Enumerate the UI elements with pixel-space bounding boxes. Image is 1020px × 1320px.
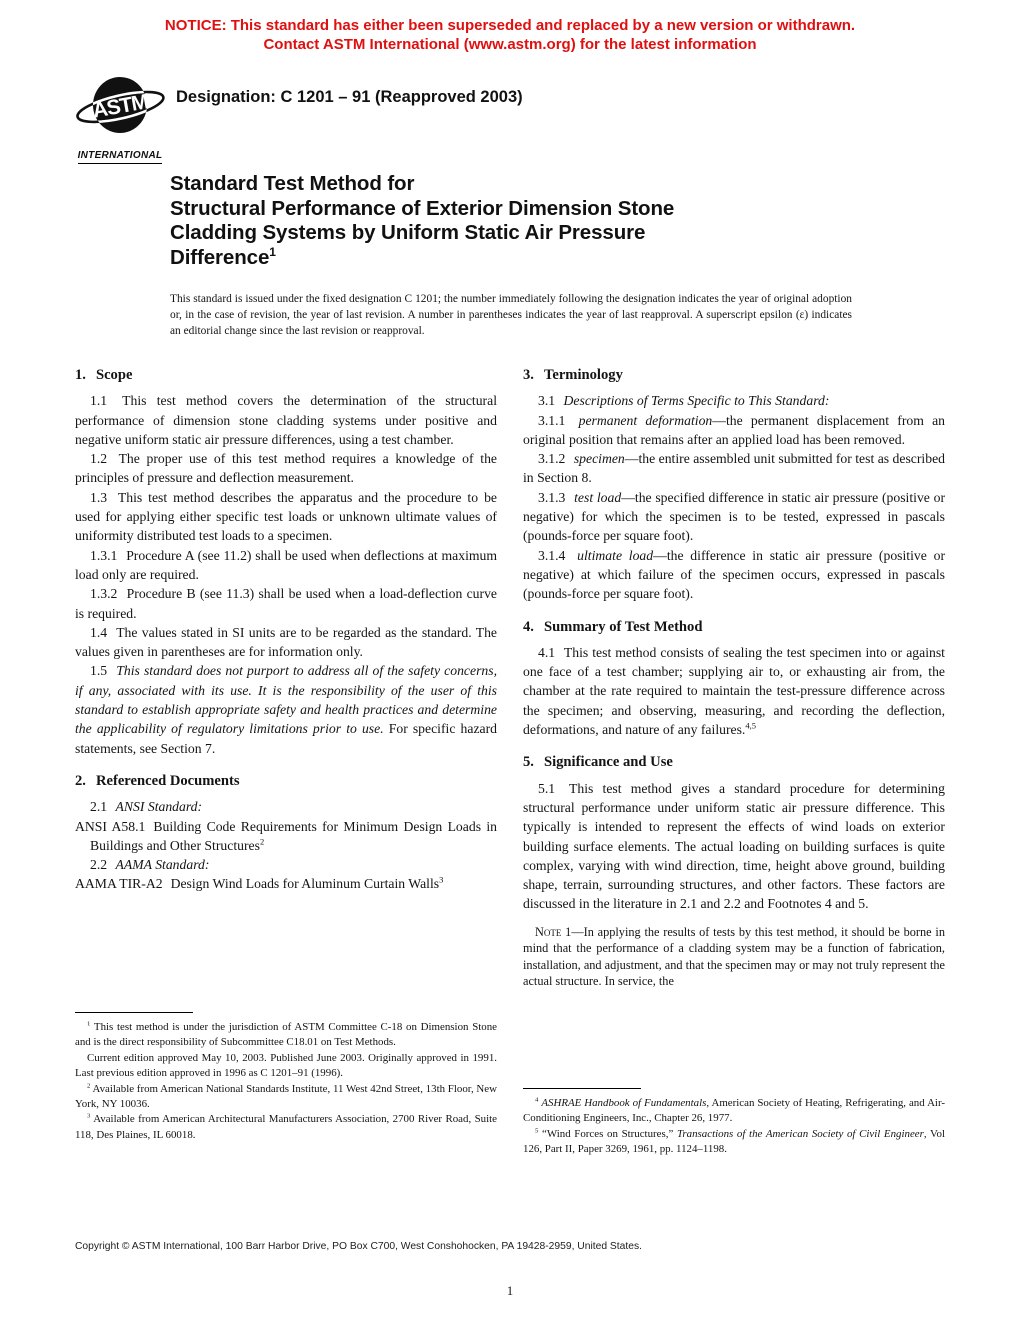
section-4-number: 4. bbox=[523, 618, 534, 635]
clause-text-italic: Descriptions of Terms Specific to This Standard: bbox=[563, 393, 830, 409]
clause-1-3-1 bbox=[75, 546, 497, 585]
clause-number: 1.1 bbox=[90, 393, 108, 409]
footnote-text: Current edition approved May 10, 2003. Published June 2003. Originally approved in 1991. Last previous edition approved in 1996 as C 1201–91 (1996). bbox=[75, 1051, 497, 1080]
superseded-notice bbox=[0, 17, 1020, 54]
note-text: —In applying the results of tests by this test method, it should be borne in mind that the performance of a cladding system may be a function of fabrication, installation, and adjustment, and that the specimen may or may not truly represent the actual structure. In service, the bbox=[523, 924, 945, 989]
astm-logo-icon bbox=[74, 74, 166, 140]
left-column bbox=[75, 366, 497, 1196]
clause-number: 2.2 bbox=[90, 857, 108, 873]
section-3-number: 3. bbox=[523, 367, 534, 383]
footnote-rule bbox=[523, 1088, 641, 1089]
clause-number: 1.3 bbox=[90, 489, 108, 505]
footnote-text: , American Society of Heating, Refrigerating, and Air-Conditioning Engineers, Inc., Chapter 26, 1977. bbox=[523, 1097, 945, 1125]
footnote-text-italic: ASHRAE Handbook of Fundamentals bbox=[541, 1097, 707, 1109]
defined-term: test load bbox=[574, 489, 622, 505]
footnote-ref: 3 bbox=[439, 874, 444, 885]
section-1-heading bbox=[75, 366, 497, 385]
clause-5-1 bbox=[523, 779, 945, 914]
title-line-4-text: Difference bbox=[170, 245, 270, 269]
clause-3-1 bbox=[523, 391, 945, 410]
footnote-text: This test method is under the jurisdiction of ASTM Committee C-18 on Dimension Stone and is the direct responsibility of Subcommittee C18.01 on Test Methods. bbox=[75, 1021, 498, 1049]
right-footnotes bbox=[523, 1088, 945, 1158]
definition-text: —the entire assembled unit submitted for test as described in Section 8. bbox=[523, 451, 945, 486]
clause-number: 1.3.1 bbox=[90, 547, 118, 563]
issuance-preamble: This standard is issued under the fixed designation C 1201; the number immediately following the designation indicates the year of original adoption or, in the case of revision, the year of last revision. A number in parentheses indicates the year of last reapproval. A superscript epsilon (ε) indicates an editorial change since the last revision or reapproval. bbox=[170, 293, 852, 337]
two-column-body bbox=[75, 366, 945, 1196]
footnote-text-italic: Transactions of the American Society of Civil Engineer bbox=[676, 1127, 924, 1140]
clause-1-3-2 bbox=[75, 584, 497, 623]
astm-logo-subtitle: INTERNATIONAL bbox=[78, 150, 163, 164]
astm-logo-text: ASTM bbox=[90, 90, 150, 123]
reference-aama bbox=[75, 874, 497, 893]
reference-designation: AAMA TIR-A2 bbox=[75, 876, 163, 892]
clause-number: 2.1 bbox=[90, 799, 108, 815]
clause-number: 1.4 bbox=[90, 624, 108, 640]
section-3-title: Terminology bbox=[543, 367, 623, 383]
clause-text: Procedure B (see 11.3) shall be used when a load-deflection curve is required. bbox=[75, 586, 498, 621]
clause-number: 1.5 bbox=[90, 663, 108, 679]
clause-1-5 bbox=[75, 661, 497, 757]
clause-number: 5.1 bbox=[538, 780, 556, 796]
standard-title bbox=[170, 172, 860, 270]
clause-number: 4.1 bbox=[538, 644, 556, 660]
footnote-number: 1 bbox=[87, 1020, 91, 1028]
title-line-4 bbox=[170, 246, 860, 271]
clause-3-1-3 bbox=[523, 488, 945, 546]
footnote-edition bbox=[75, 1051, 497, 1082]
reference-title: Building Code Requirements for Minimum Design Loads in Buildings and Other Structures bbox=[90, 818, 497, 853]
clause-text: This test method covers the determination of the structural performance of dimension stone cladding systems under positive and negative uniform static air pressure differences, using a test chamber. bbox=[75, 393, 497, 447]
footnote-ref: 4,5 bbox=[745, 720, 756, 731]
clause-number: 1.2 bbox=[90, 451, 108, 467]
copyright-line: Copyright © ASTM International, 100 Barr Harbor Drive, PO Box C700, West Conshohocken, PA 19428-2959, United States. bbox=[75, 1241, 642, 1252]
clause-2-2 bbox=[75, 855, 497, 874]
section-5-heading bbox=[523, 753, 945, 772]
footnote-ref: 2 bbox=[259, 836, 265, 847]
notice-line-1: NOTICE: This standard has either been superseded and replaced by a new version or withdrawn. bbox=[164, 17, 856, 34]
clause-1-2 bbox=[75, 449, 497, 488]
section-2-title: Referenced Documents bbox=[95, 772, 240, 789]
clause-number: 3.1.4 bbox=[538, 547, 566, 563]
footnote-3 bbox=[75, 1112, 497, 1143]
section-2-number: 2. bbox=[75, 772, 86, 789]
clause-3-1-1 bbox=[523, 411, 945, 450]
reference-title: Design Wind Loads for Aluminum Curtain Walls bbox=[170, 876, 440, 892]
footnote-5 bbox=[523, 1127, 945, 1158]
title-line-2: Structural Performance of Exterior Dimension Stone bbox=[170, 196, 675, 220]
defined-term: permanent deformation bbox=[578, 412, 713, 428]
clause-1-4 bbox=[75, 623, 497, 662]
footnote-number: 2 bbox=[87, 1082, 91, 1089]
clause-number: 3.1.2 bbox=[538, 451, 566, 467]
clause-3-1-2 bbox=[523, 449, 945, 488]
footnote-1 bbox=[75, 1020, 497, 1051]
footnote-number: 5 bbox=[535, 1127, 539, 1135]
clause-number: 3.1 bbox=[538, 393, 556, 409]
footnote-text: Available from American National Standards Institute, 11 West 42nd Street, 13th Floor, New York, NY 10036. bbox=[75, 1082, 497, 1111]
section-5-title: Significance and Use bbox=[543, 754, 673, 771]
clause-text: This test method consists of sealing the test specimen into or against one face of a test chamber; supplying air to, or exhausting air from, the chamber at the rate required to maintain the test-pressure difference across the specimen; and observing, measuring, and recording the deflection, deformations, and nature of any failures. bbox=[523, 644, 945, 738]
footnote-text: , Vol 126, Part II, Paper 3269, 1961, pp. 1124–1198. bbox=[523, 1127, 945, 1156]
clause-text: For specific hazard statements, see Section 7. bbox=[75, 721, 497, 756]
footnote-text: Available from American Architectural Manufacturers Association, 2700 River Road, Suite 118, Des Plaines, IL 60018. bbox=[75, 1113, 497, 1141]
clause-number: 1.3.2 bbox=[90, 586, 118, 602]
section-3-heading bbox=[523, 366, 945, 385]
section-1-number: 1. bbox=[75, 367, 86, 383]
note-label: Note 1 bbox=[535, 924, 572, 939]
clause-text: This test method gives a standard procedure for determining structural performance under uniform static air pressure difference. This typically is intended to represent the effects of wind loads on exterior building surface elements. The actual loading on building surfaces is quite complex, varying with wind direction, time, height above ground, building shape, terrain, surrounding structures, and other factors. These factors are discussed in the literature in 2.1 and 2.2 and Footnotes 4 and 5. bbox=[523, 780, 945, 912]
clause-text: The values stated in SI units are to be regarded as the standard. The values given in parentheses are for information only. bbox=[75, 624, 497, 660]
clause-text-italic: ANSI Standard: bbox=[115, 799, 203, 815]
clause-4-1 bbox=[523, 643, 945, 739]
clause-3-1-4 bbox=[523, 546, 945, 604]
clause-number: 3.1.3 bbox=[538, 489, 566, 505]
section-5-number: 5. bbox=[523, 754, 534, 771]
defined-term: ultimate load bbox=[577, 547, 654, 563]
definition-text: —the difference in static air pressure (positive or negative) at which failure of the specimen occurs, expressed in pascals (pounds-force per square foot). bbox=[523, 547, 945, 602]
definition-text: —the specified difference in static air pressure (positive or negative) for which the specimen is to be tested, expressed in pascals (pounds-force per square foot). bbox=[523, 489, 945, 544]
clause-text-italic: AAMA Standard: bbox=[115, 857, 210, 873]
reference-ansi bbox=[75, 817, 497, 856]
astm-logo bbox=[72, 74, 168, 164]
reference-designation: ANSI A58.1 bbox=[75, 818, 146, 834]
clause-number: 3.1.1 bbox=[538, 412, 566, 428]
title-line-1: Standard Test Method for bbox=[170, 172, 415, 195]
clause-1-1 bbox=[75, 391, 497, 449]
definition-text: —the permanent displacement from an original position that remains after an applied load has been removed. bbox=[523, 412, 946, 447]
notice-line-2: Contact ASTM International (www.astm.org) for the latest information bbox=[263, 35, 757, 53]
footnote-2 bbox=[75, 1082, 497, 1113]
footnote-text: “Wind Forces on Structures,” bbox=[542, 1127, 674, 1140]
right-column bbox=[523, 366, 945, 1196]
footnote-number: 4 bbox=[535, 1096, 539, 1104]
section-1-title: Scope bbox=[95, 367, 133, 383]
title-line-3: Cladding Systems by Uniform Static Air Pressure bbox=[170, 221, 646, 244]
defined-term: specimen bbox=[573, 451, 625, 467]
clause-text: This test method describes the apparatus and the procedure to be used for applying either specific test loads or unknown ultimate values of uniformity distributed test loads to a specimen. bbox=[75, 489, 497, 544]
section-2-heading bbox=[75, 772, 497, 791]
title-footnote-ref: 1 bbox=[269, 244, 276, 259]
left-footnotes bbox=[75, 1012, 497, 1143]
section-4-title: Summary of Test Method bbox=[543, 618, 703, 635]
clause-text: The proper use of this test method requires a knowledge of the principles of pressure and deflection measurement. bbox=[75, 451, 497, 486]
clause-text-italic: This standard does not purport to address all of the safety concerns, if any, associated with its use. It is the responsibility of the user of this standard to establish appropriate safety and health practices and determine the applicability of regulatory limitations prior to use. bbox=[75, 663, 498, 737]
clause-2-1 bbox=[75, 797, 497, 816]
clause-1-3 bbox=[75, 488, 497, 546]
clause-text: Procedure A (see 11.2) shall be used when deflections at maximum load only are required. bbox=[75, 547, 498, 582]
footnote-rule bbox=[75, 1012, 193, 1013]
designation: Designation: C 1201 – 91 (Reapproved 2003) bbox=[176, 88, 523, 106]
section-4-heading bbox=[523, 618, 945, 637]
note-1 bbox=[523, 924, 945, 990]
page-number: 1 bbox=[506, 1284, 514, 1298]
footnote-4 bbox=[523, 1096, 945, 1127]
footnote-number: 3 bbox=[87, 1112, 91, 1120]
